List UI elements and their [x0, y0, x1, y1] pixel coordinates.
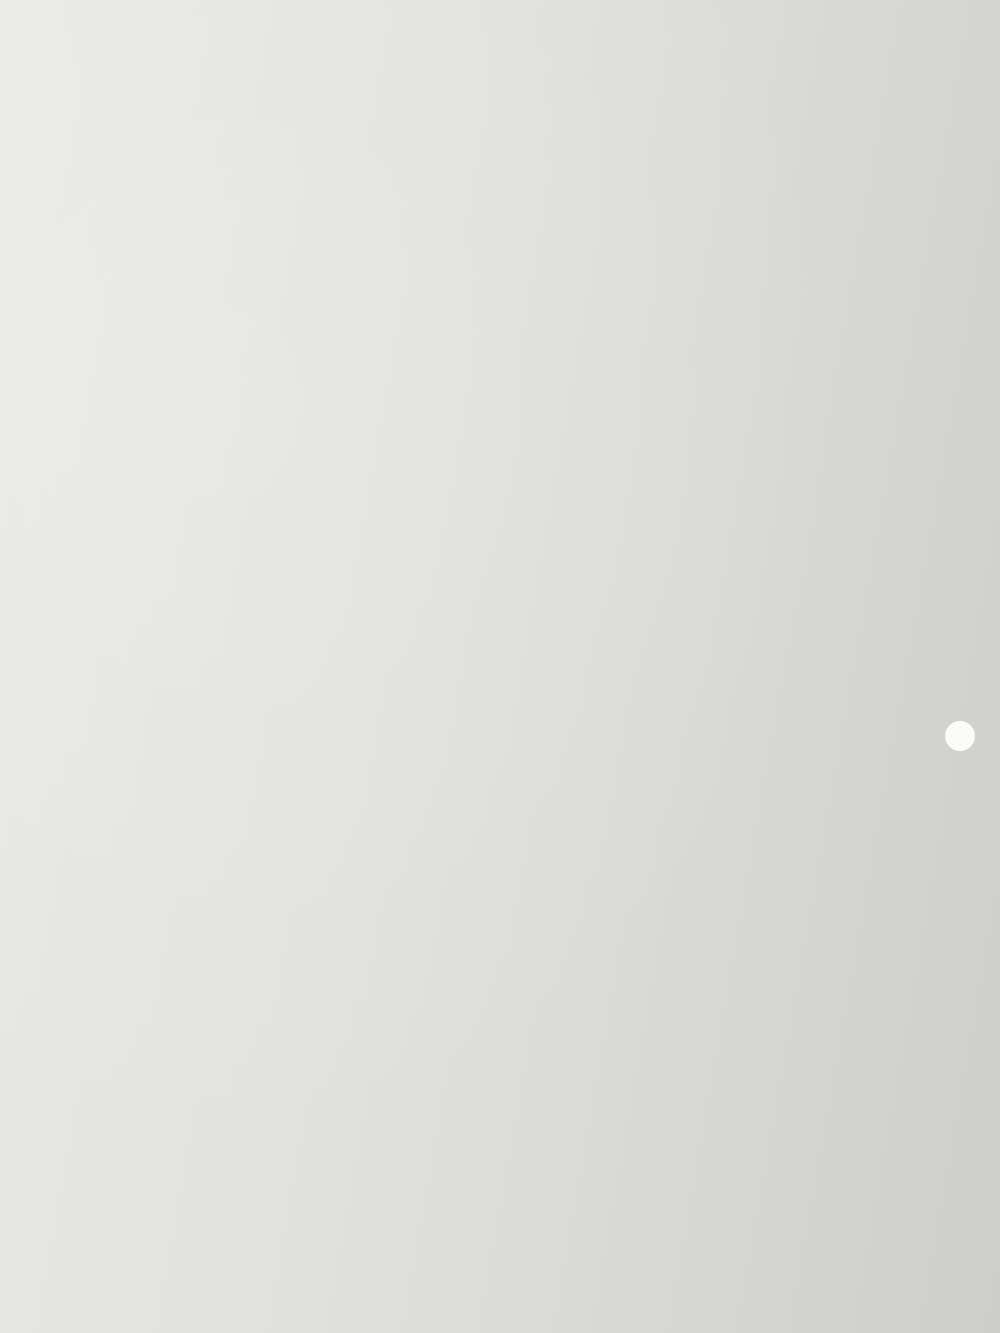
watermark-circle-icon [945, 721, 975, 751]
camera-watermark [940, 703, 980, 1223]
